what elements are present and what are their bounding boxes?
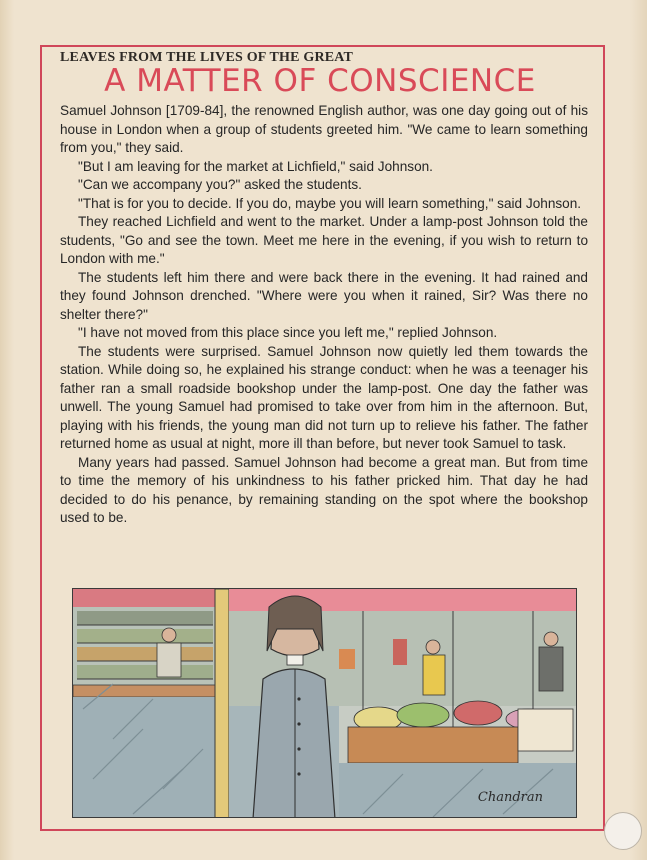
story-paragraph: "Can we accompany you?" asked the students.: [78, 177, 362, 192]
story-paragraph: They reached Lichfield and went to the market. Under a lamp-post Johnson told the students, "Go and see the town. Meet me here in the evening, if you wish to return to London with me.": [60, 214, 588, 266]
story-paragraph: Samuel Johnson [1709-84], the renowned English author, was one day going out of his house in London when a group of students greeted him. "We came to learn something from you," they said.: [60, 103, 588, 155]
artist-signature: Chandran: [477, 790, 543, 805]
story-paragraph: The students left him there and were back there in the evening. It had rained and they found Johnson drenched. "Where were you when it rained, Sir? Was there no shelter there?": [60, 269, 588, 322]
story-paragraph: "That is for you to decide. If you do, maybe you will learn something," said Johnson.: [78, 195, 582, 211]
story-illustration: [72, 588, 577, 818]
market-scene-drawing: [73, 589, 577, 818]
lamp-post: [215, 589, 229, 818]
story-paragraph: Many years had passed. Samuel Johnson had become a great man. But from time to time the memory of his unkindness to his father pricked him. That day he had decided to do his penance, by remaining standing on the spot where the bookshop used to be.: [60, 454, 588, 525]
series-heading: LEAVES FROM THE LIVES OF THE GREAT: [60, 50, 354, 65]
bookshop-stall: [73, 589, 218, 818]
story-title: A MATTER OF CONSCIENCE: [104, 63, 536, 99]
story-paragraph: The students were surprised. Samuel Johnson now quietly led them towards the station. While doing so, he explained his strange conduct: when he was a teenager his father ran a small roadside bookshop under the lamp-post. One day the father was unwell. The young Samuel had promised to take over from him in the afternoon. But, playing with his friends, the young man did not turn up to relieve his father. The father returned home as usual at night, more ill than before, but never took Samuel to task.: [60, 343, 588, 451]
watermark-stamp: [604, 812, 642, 850]
story-paragraph: "I have not moved from this place since you left me," replied Johnson.: [78, 325, 498, 340]
story-body: [60, 102, 588, 528]
story-paragraph: "But I am leaving for the market at Lichfield," said Johnson.: [78, 158, 433, 174]
